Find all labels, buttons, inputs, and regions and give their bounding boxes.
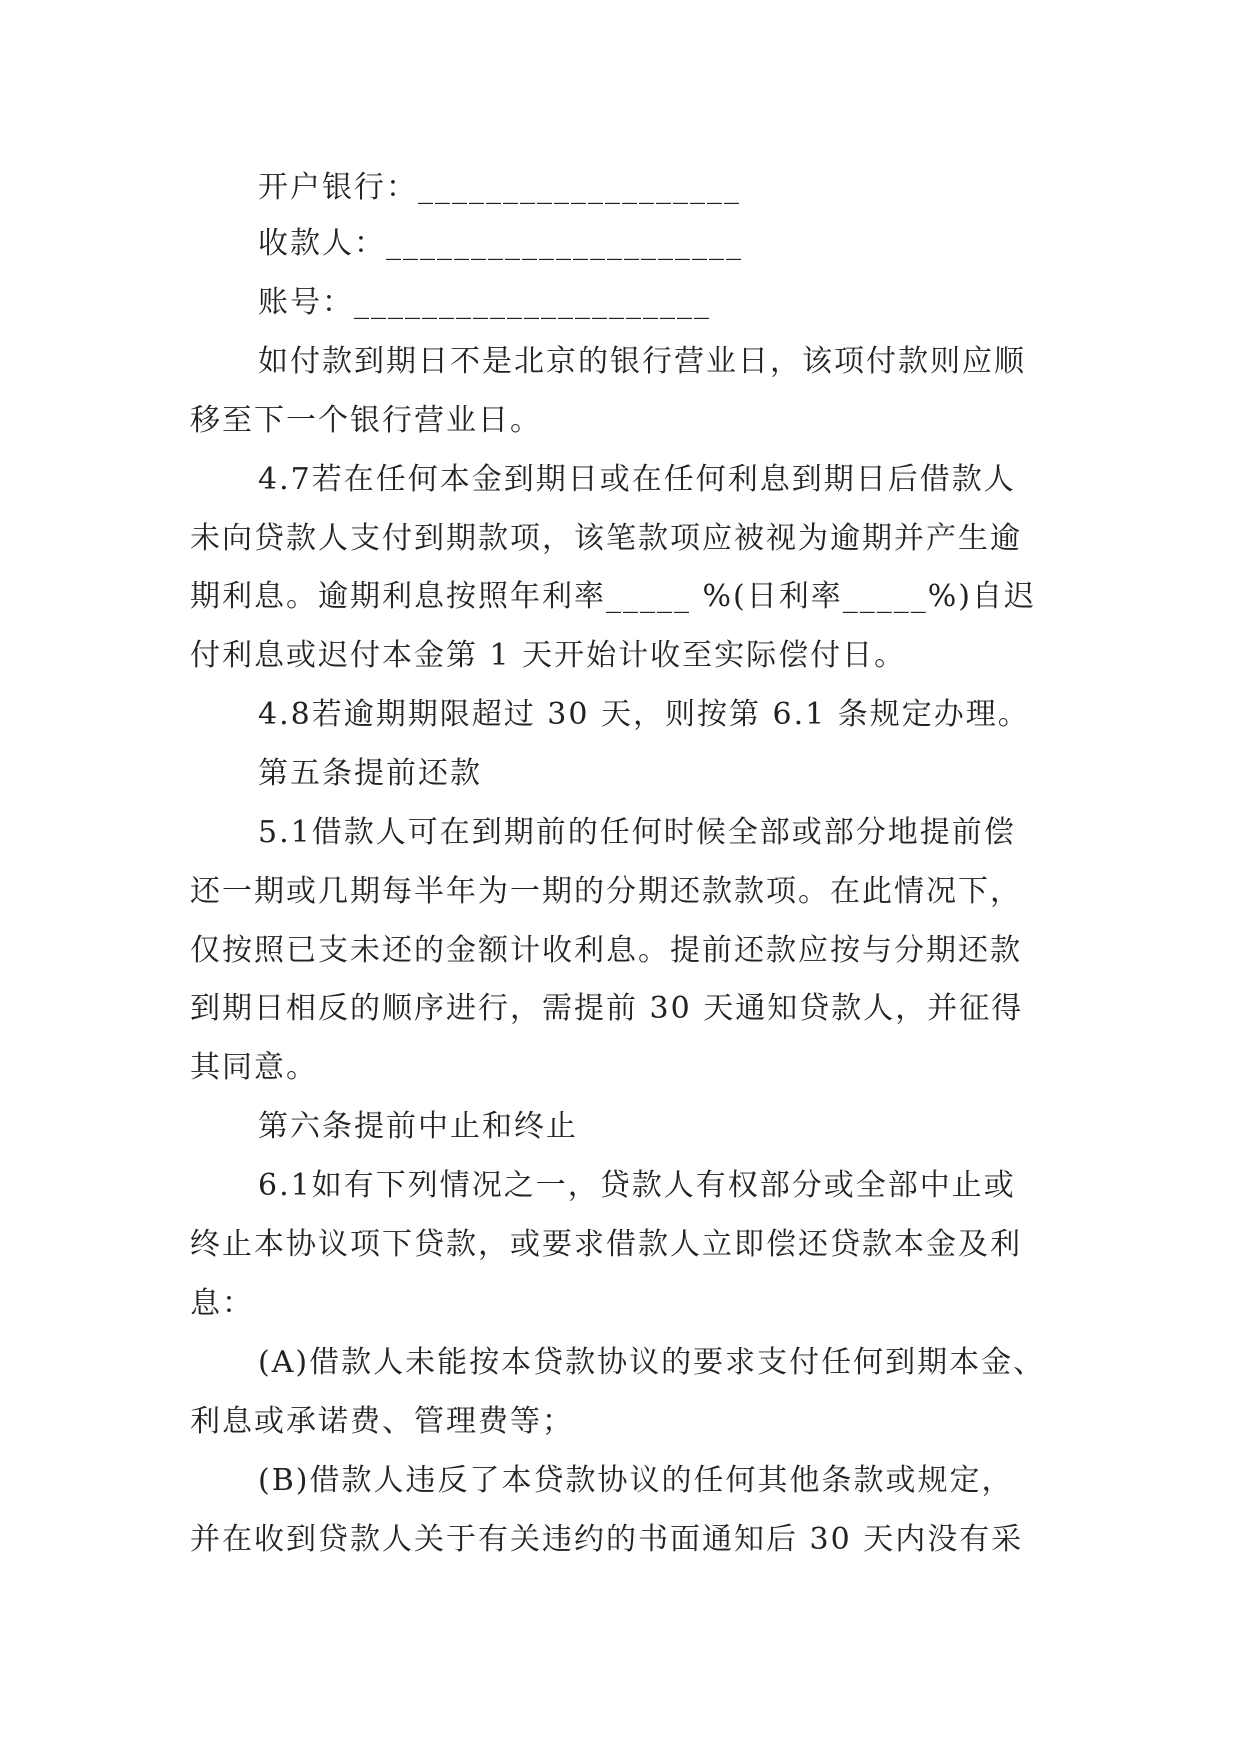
paragraph-line: 期利息。逾期利息按照年利率_____ %(日利率_____%)自迟 xyxy=(190,579,1036,614)
paragraph-line: (A)借款人未能按本贷款协议的要求支付任何到期本金、 xyxy=(258,1345,1046,1380)
paragraph-line: 付利息或迟付本金第 1 天开始计收至实际偿付日。 xyxy=(190,638,907,673)
paragraph-line: 还一期或几期每半年为一期的分期还款款项。在此情况下， xyxy=(190,874,1022,909)
paragraph-line: 4.8若逾期期限超过 30 天，则按第 6.1 条规定办理。 xyxy=(258,697,1030,732)
account-number-line: 账号：_____________________ xyxy=(258,285,711,320)
paragraph-line: 4.7若在任何本金到期日或在任何利息到期日后借款人 xyxy=(258,462,1016,497)
paragraph-line: 到期日相反的顺序进行，需提前 30 天通知贷款人，并征得 xyxy=(190,991,1024,1026)
paragraph-line: 5.1借款人可在到期前的任何时候全部或部分地提前偿 xyxy=(258,815,1016,850)
paragraph-line: 6.1如有下列情况之一，贷款人有权部分或全部中止或 xyxy=(258,1168,1016,1203)
paragraph-line: 移至下一个银行营业日。 xyxy=(190,403,542,438)
paragraph-line: 息： xyxy=(190,1286,254,1321)
paragraph-line: (B)借款人违反了本贷款协议的任何其他条款或规定， xyxy=(258,1463,1014,1498)
section-heading: 第五条提前还款 xyxy=(258,756,482,791)
paragraph-line: 利息或承诺费、管理费等； xyxy=(190,1404,574,1439)
paragraph-line: 仅按照已支未还的金额计收利息。提前还款应按与分期还款 xyxy=(190,933,1022,968)
payee-line: 收款人：_____________________ xyxy=(258,226,743,261)
paragraph-line: 其同意。 xyxy=(190,1050,318,1085)
paragraph-line: 终止本协议项下贷款，或要求借款人立即偿还贷款本金及利 xyxy=(190,1227,1022,1262)
paragraph-line: 如付款到期日不是北京的银行营业日，该项付款则应顺 xyxy=(258,344,1026,379)
bank-account-line: 开户银行：___________________ xyxy=(258,170,741,205)
section-heading: 第六条提前中止和终止 xyxy=(258,1109,578,1144)
paragraph-line: 未向贷款人支付到期款项，该笔款项应被视为逾期并产生逾 xyxy=(190,521,1022,556)
paragraph-line: 并在收到贷款人关于有关违约的书面通知后 30 天内没有采 xyxy=(190,1522,1024,1557)
